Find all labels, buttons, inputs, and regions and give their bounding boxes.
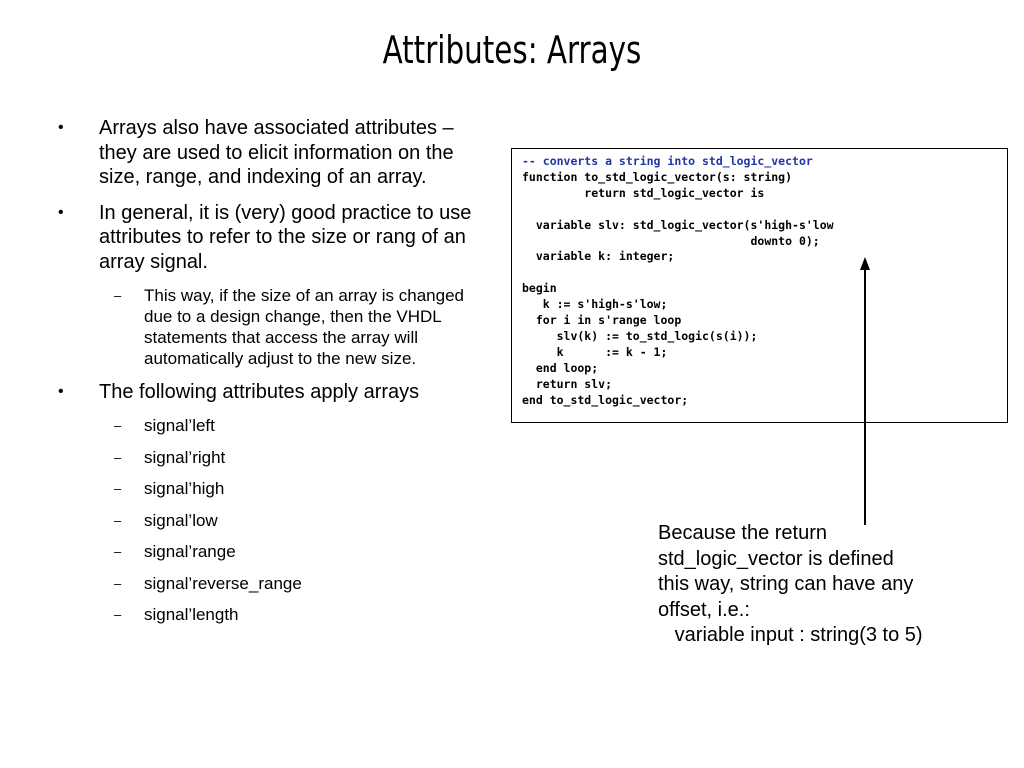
code-line: variable slv: std_logic_vector(s'high-s'low bbox=[522, 217, 834, 232]
bullet-dash-icon: – bbox=[114, 418, 122, 433]
sub-bullet-item bbox=[58, 285, 478, 369]
bullet-text: This way, if the size of an array is changed due to a design change, then the VHDL statements that access the array will automatically adjust to the new size. bbox=[144, 286, 465, 368]
code-line bbox=[522, 265, 1007, 281]
bullet-dot-icon: • bbox=[58, 203, 64, 221]
bullet-text: In general, it is (very) good practice to use attributes to refer to the size or rang of an array signal. bbox=[99, 201, 472, 273]
note-line: offset, i.e.: bbox=[658, 598, 750, 621]
code-comment-line: -- converts a string into std_logic_vector bbox=[522, 154, 813, 168]
code-line: k := s'high-s'low; bbox=[522, 297, 668, 312]
code-line: return std_logic_vector is bbox=[522, 185, 765, 200]
sub-bullet-item bbox=[58, 478, 478, 499]
bullet-text: signal’right bbox=[144, 447, 226, 467]
bullet-dot-icon: • bbox=[58, 119, 64, 136]
bullet-dash-icon: – bbox=[114, 544, 122, 559]
annotation-note bbox=[658, 521, 988, 649]
bullet-dash-icon: – bbox=[114, 575, 122, 591]
bullet-text: signal’left bbox=[144, 416, 215, 435]
sub-bullet-item bbox=[58, 415, 478, 436]
code-line: return slv; bbox=[522, 376, 613, 391]
bullet-dash-icon: – bbox=[114, 512, 122, 528]
bullet-text: signal’low bbox=[144, 510, 218, 530]
sub-bullet-item bbox=[58, 541, 478, 562]
note-line: Because the return bbox=[658, 522, 827, 544]
bullet-dot-icon: • bbox=[58, 382, 64, 400]
bullet-item bbox=[58, 116, 478, 190]
sub-bullet-item bbox=[58, 604, 478, 625]
code-line: k := k - 1; bbox=[522, 344, 668, 359]
code-line: end loop; bbox=[522, 360, 599, 375]
bullet-text: signal’range bbox=[144, 542, 236, 561]
bullet-text: signal’length bbox=[144, 605, 239, 624]
bullet-list bbox=[58, 116, 478, 636]
note-line: this way, string can have any bbox=[658, 573, 914, 595]
code-line: downto 0); bbox=[522, 233, 820, 248]
code-line: for i in s'range loop bbox=[522, 313, 682, 328]
bullet-dash-icon: – bbox=[114, 449, 122, 465]
bullet-text: The following attributes apply arrays bbox=[99, 380, 420, 403]
code-line: begin bbox=[522, 281, 557, 296]
bullet-text: Arrays also have associated attributes – they are used to elicit information on the size, range, and indexing of an array. bbox=[99, 117, 454, 188]
bullet-dash-icon: – bbox=[114, 288, 122, 303]
bullet-dash-icon: – bbox=[114, 607, 122, 622]
code-line: function to_std_logic_vector(s: string) bbox=[522, 169, 793, 184]
slide-title: Attributes: Arrays bbox=[382, 28, 642, 72]
bullet-item bbox=[58, 201, 478, 275]
bullet-text: signal’high bbox=[144, 479, 225, 498]
code-line: variable k: integer; bbox=[522, 249, 675, 264]
bullet-text: signal’reverse_range bbox=[144, 573, 302, 593]
bullet-item bbox=[58, 380, 478, 405]
code-line bbox=[522, 202, 1007, 218]
sub-bullet-item bbox=[58, 573, 478, 594]
sub-bullet-item bbox=[58, 510, 478, 531]
code-line: slv(k) := to_std_logic(s(i)); bbox=[522, 328, 758, 343]
note-line: std_logic_vector is defined bbox=[658, 547, 894, 570]
code-line: end to_std_logic_vector; bbox=[522, 392, 689, 407]
bullet-dash-icon: – bbox=[114, 481, 122, 496]
code-box bbox=[511, 148, 1008, 423]
sub-bullet-item bbox=[58, 447, 478, 468]
note-line: variable input : string(3 to 5) bbox=[658, 624, 923, 646]
